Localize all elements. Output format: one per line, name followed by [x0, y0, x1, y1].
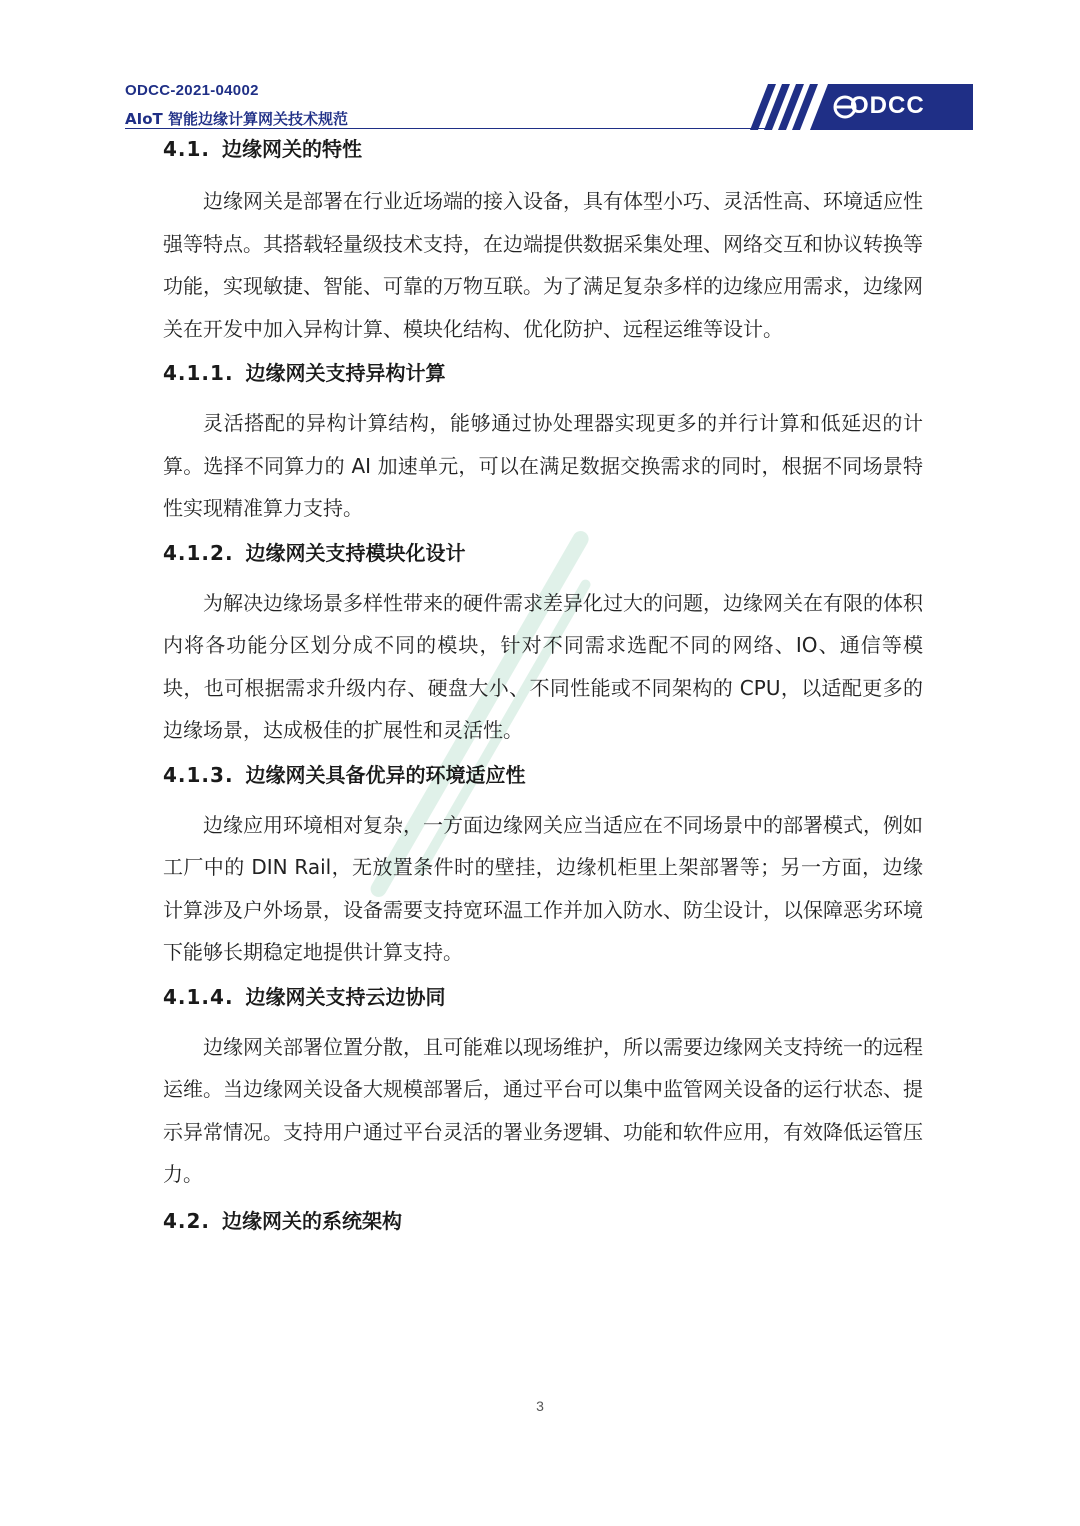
document-id: ODCC-2021-04002: [125, 82, 259, 99]
subsection-title: 边缘网关支持云边协同: [245, 984, 446, 1009]
logo-text: ODCC: [850, 92, 925, 119]
section-heading: [163, 1206, 923, 1236]
subsection-number: 4.1.3.: [163, 762, 234, 787]
section-number: 4.1.: [163, 137, 211, 161]
document-body: [163, 132, 923, 1252]
subsection-paragraph: 边缘应用环境相对复杂，一方面边缘网关应当适应在不同场景中的部署模式，例如工厂中的 DIN Rail，无放置条件时的壁挂，边缘机柜里上架部署等；另一方面，边缘计算涉及户外场景，设备需要支持宽环温工作并加入防水、防尘设计，以保障恶劣环境下能够长期稳定地提供计算支持。: [163, 812, 923, 964]
section-paragraph: 边缘网关是部署在行业近场端的接入设备，具有体型小巧、灵活性高、环境适应性强等特点。其搭载轻量级技术支持，在边端提供数据采集处理、网络交互和协议转换等功能，实现敏捷、智能、可靠的万物互联。为了满足复杂多样的边缘应用需求，边缘网关在开发中加入异构计算、模块化结构、优化防护、远程运维等设计。: [163, 189, 923, 341]
subsection-heading: [163, 358, 923, 388]
section-number: 4.2.: [163, 1208, 211, 1233]
subsection-paragraph: 为解决边缘场景多样性带来的硬件需求差异化过大的问题，边缘网关在有限的体积内将各功能分区划分成不同的模块，针对不同需求选配不同的网络、IO、通信等模块，也可根据需求升级内存、硬盘大小、不同性能或不同架构的 CPU，以适配更多的边缘场景，达成极佳的扩展性和灵活性。: [163, 590, 923, 742]
header-divider: [125, 128, 765, 129]
subsection-number: 4.1.1.: [163, 361, 234, 385]
subsection-heading: [163, 982, 923, 1012]
subsection-heading: [163, 538, 923, 568]
document-title: AIoT 智能边缘计算网关技术规范: [125, 110, 348, 128]
section-title: 边缘网关的系统架构: [222, 1208, 403, 1233]
subsection-heading: [163, 760, 923, 790]
subsection-title: 边缘网关支持异构计算: [245, 361, 446, 385]
subsection-number: 4.1.4.: [163, 984, 234, 1009]
subsection-paragraph: 边缘网关部署位置分散，且可能难以现场维护，所以需要边缘网关支持统一的远程运维。当边缘网关设备大规模部署后，通过平台可以集中监管网关设备的运行状态、提示异常情况。支持用户通过平台灵活的署业务逻辑、功能和软件应用，有效降低运管压力。: [163, 1034, 923, 1186]
section-heading: [163, 134, 923, 164]
odcc-logo: [750, 84, 973, 130]
page-number: 3: [536, 1398, 544, 1414]
page-header: [125, 80, 973, 132]
subsection-title: 边缘网关具备优异的环境适应性: [245, 762, 526, 787]
subsection-title: 边缘网关支持模块化设计: [245, 540, 466, 565]
subsection-number: 4.1.2.: [163, 540, 234, 565]
section-title: 边缘网关的特性: [222, 137, 363, 161]
subsection-paragraph: 灵活搭配的异构计算结构，能够通过协处理器实现更多的并行计算和低延迟的计算。选择不同算力的 AI 加速单元，可以在满足数据交换需求的同时，根据不同场景特性实现精准算力支持。: [163, 411, 923, 520]
